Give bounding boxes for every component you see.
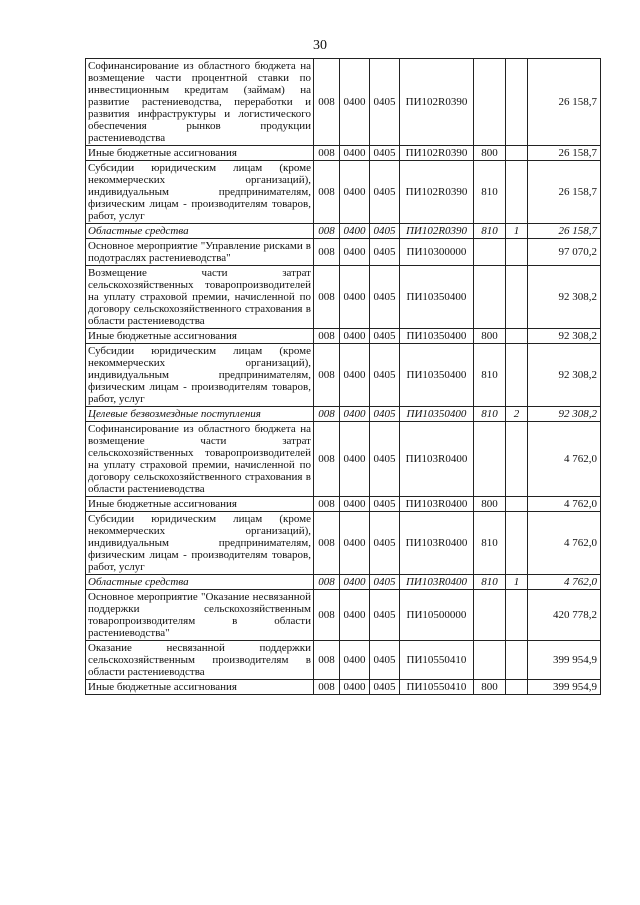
ministry-code: 008 [314,161,340,224]
subsection-code: 0405 [370,497,400,512]
funding-source-code: 1 [506,575,528,590]
subsection-code: 0405 [370,344,400,407]
funding-source-code [506,590,528,641]
target-article-code: ПИ103R0400 [400,575,474,590]
target-article-code: ПИ103R0400 [400,512,474,575]
table-row [86,224,601,239]
table-row [86,680,601,695]
target-article-code: ПИ103R0400 [400,422,474,497]
sum-value: 4 762,0 [528,575,601,590]
funding-source-code [506,422,528,497]
sum-value: 26 158,7 [528,59,601,146]
expense-type-code [474,239,506,266]
sum-value: 92 308,2 [528,344,601,407]
ministry-code: 008 [314,512,340,575]
subsection-code: 0405 [370,680,400,695]
sum-value: 92 308,2 [528,407,601,422]
target-article-code: ПИ102R0390 [400,161,474,224]
ministry-code: 008 [314,407,340,422]
row-name: Субсидии юридическим лицам (кроме некоммерческих организаций), индивидуальным предпринимателям, физическим лицам - производителям товаров, работ, услуг [86,512,314,575]
ministry-code: 008 [314,224,340,239]
subsection-code: 0405 [370,590,400,641]
expense-type-code [474,266,506,329]
subsection-code: 0405 [370,329,400,344]
row-name: Иные бюджетные ассигнования [86,497,314,512]
expense-type-code: 810 [474,224,506,239]
subsection-code: 0405 [370,407,400,422]
funding-source-code [506,329,528,344]
table-row [86,344,601,407]
table-row [86,575,601,590]
sum-value: 420 778,2 [528,590,601,641]
subsection-code: 0405 [370,224,400,239]
table-row [86,239,601,266]
section-code: 0400 [340,224,370,239]
row-name: Софинансирование из областного бюджета на возмещение части затрат сельскохозяйственных товаропроизводителей на уплату страховой премии, начисленной по договору сельскохозяйственного страхования в области растениеводства [86,422,314,497]
expense-type-code: 800 [474,146,506,161]
expense-type-code: 800 [474,497,506,512]
expense-type-code [474,641,506,680]
expense-type-code [474,59,506,146]
table-row [86,407,601,422]
sum-value: 399 954,9 [528,641,601,680]
target-article-code: ПИ10350400 [400,407,474,422]
section-code: 0400 [340,407,370,422]
funding-source-code: 2 [506,407,528,422]
row-name: Основное мероприятие "Оказание несвязанной поддержки сельскохозяйственным товаропроизводителям в области растениеводства" [86,590,314,641]
table-row [86,329,601,344]
target-article-code: ПИ10550410 [400,680,474,695]
table-row [86,512,601,575]
target-article-code: ПИ10350400 [400,344,474,407]
subsection-code: 0405 [370,146,400,161]
expense-type-code [474,590,506,641]
subsection-code: 0405 [370,266,400,329]
ministry-code: 008 [314,239,340,266]
row-name: Основное мероприятие "Управление рисками в подотраслях растениеводства" [86,239,314,266]
expense-type-code [474,422,506,497]
ministry-code: 008 [314,146,340,161]
budget-table [85,58,601,695]
ministry-code: 008 [314,266,340,329]
expense-type-code: 810 [474,344,506,407]
ministry-code: 008 [314,422,340,497]
ministry-code: 008 [314,497,340,512]
expense-type-code: 800 [474,680,506,695]
section-code: 0400 [340,512,370,575]
sum-value: 92 308,2 [528,266,601,329]
section-code: 0400 [340,680,370,695]
section-code: 0400 [340,239,370,266]
subsection-code: 0405 [370,641,400,680]
section-code: 0400 [340,266,370,329]
funding-source-code [506,146,528,161]
ministry-code: 008 [314,344,340,407]
expense-type-code: 810 [474,161,506,224]
subsection-code: 0405 [370,239,400,266]
funding-source-code [506,641,528,680]
table-row [86,497,601,512]
sum-value: 4 762,0 [528,422,601,497]
ministry-code: 008 [314,59,340,146]
table-row [86,146,601,161]
target-article-code: ПИ102R0390 [400,146,474,161]
target-article-code: ПИ10350400 [400,266,474,329]
row-name: Целевые безвозмездные поступления [86,407,314,422]
sum-value: 26 158,7 [528,146,601,161]
subsection-code: 0405 [370,422,400,497]
target-article-code: ПИ10350400 [400,329,474,344]
ministry-code: 008 [314,575,340,590]
table-row [86,266,601,329]
row-name: Субсидии юридическим лицам (кроме некоммерческих организаций), индивидуальным предпринимателям, физическим лицам - производителям товаров, работ, услуг [86,161,314,224]
section-code: 0400 [340,344,370,407]
funding-source-code [506,161,528,224]
table-row [86,59,601,146]
expense-type-code: 800 [474,329,506,344]
row-name: Областные средства [86,575,314,590]
funding-source-code [506,497,528,512]
target-article-code: ПИ10500000 [400,590,474,641]
table-body [86,59,601,695]
target-article-code: ПИ10550410 [400,641,474,680]
section-code: 0400 [340,329,370,344]
section-code: 0400 [340,575,370,590]
row-name: Иные бюджетные ассигнования [86,329,314,344]
row-name: Иные бюджетные ассигнования [86,146,314,161]
sum-value: 4 762,0 [528,512,601,575]
funding-source-code [506,239,528,266]
sum-value: 26 158,7 [528,161,601,224]
table-row [86,161,601,224]
sum-value: 399 954,9 [528,680,601,695]
funding-source-code [506,266,528,329]
section-code: 0400 [340,146,370,161]
section-code: 0400 [340,641,370,680]
section-code: 0400 [340,59,370,146]
page-number: 30 [313,38,327,53]
sum-value: 97 070,2 [528,239,601,266]
table-row [86,590,601,641]
subsection-code: 0405 [370,59,400,146]
funding-source-code: 1 [506,224,528,239]
ministry-code: 008 [314,590,340,641]
funding-source-code [506,59,528,146]
subsection-code: 0405 [370,575,400,590]
expense-type-code: 810 [474,575,506,590]
row-name: Софинансирование из областного бюджета на возмещение части процентной ставки по инвестиционным кредитам (займам) на развитие растениеводства, переработки и развития инфраструктуры и логистического обеспечения рынков продукции растениеводства [86,59,314,146]
ministry-code: 008 [314,329,340,344]
target-article-code: ПИ103R0400 [400,497,474,512]
funding-source-code [506,512,528,575]
expense-type-code: 810 [474,512,506,575]
subsection-code: 0405 [370,161,400,224]
subsection-code: 0405 [370,512,400,575]
target-article-code: ПИ102R0390 [400,59,474,146]
row-name: Субсидии юридическим лицам (кроме некоммерческих организаций), индивидуальным предпринимателям, физическим лицам - производителям товаров, работ, услуг [86,344,314,407]
sum-value: 26 158,7 [528,224,601,239]
row-name: Возмещение части затрат сельскохозяйственных товаропроизводителей на уплату страховой премии, начисленной по договору сельскохозяйственного страхования в области растениеводства [86,266,314,329]
row-name: Оказание несвязанной поддержки сельскохозяйственным производителям в области растениеводства [86,641,314,680]
sum-value: 4 762,0 [528,497,601,512]
target-article-code: ПИ102R0390 [400,224,474,239]
funding-source-code [506,680,528,695]
row-name: Областные средства [86,224,314,239]
table-row [86,641,601,680]
funding-source-code [506,344,528,407]
target-article-code: ПИ10300000 [400,239,474,266]
expense-type-code: 810 [474,407,506,422]
ministry-code: 008 [314,641,340,680]
sum-value: 92 308,2 [528,329,601,344]
row-name: Иные бюджетные ассигнования [86,680,314,695]
section-code: 0400 [340,161,370,224]
table-row [86,422,601,497]
section-code: 0400 [340,590,370,641]
section-code: 0400 [340,422,370,497]
ministry-code: 008 [314,680,340,695]
section-code: 0400 [340,497,370,512]
